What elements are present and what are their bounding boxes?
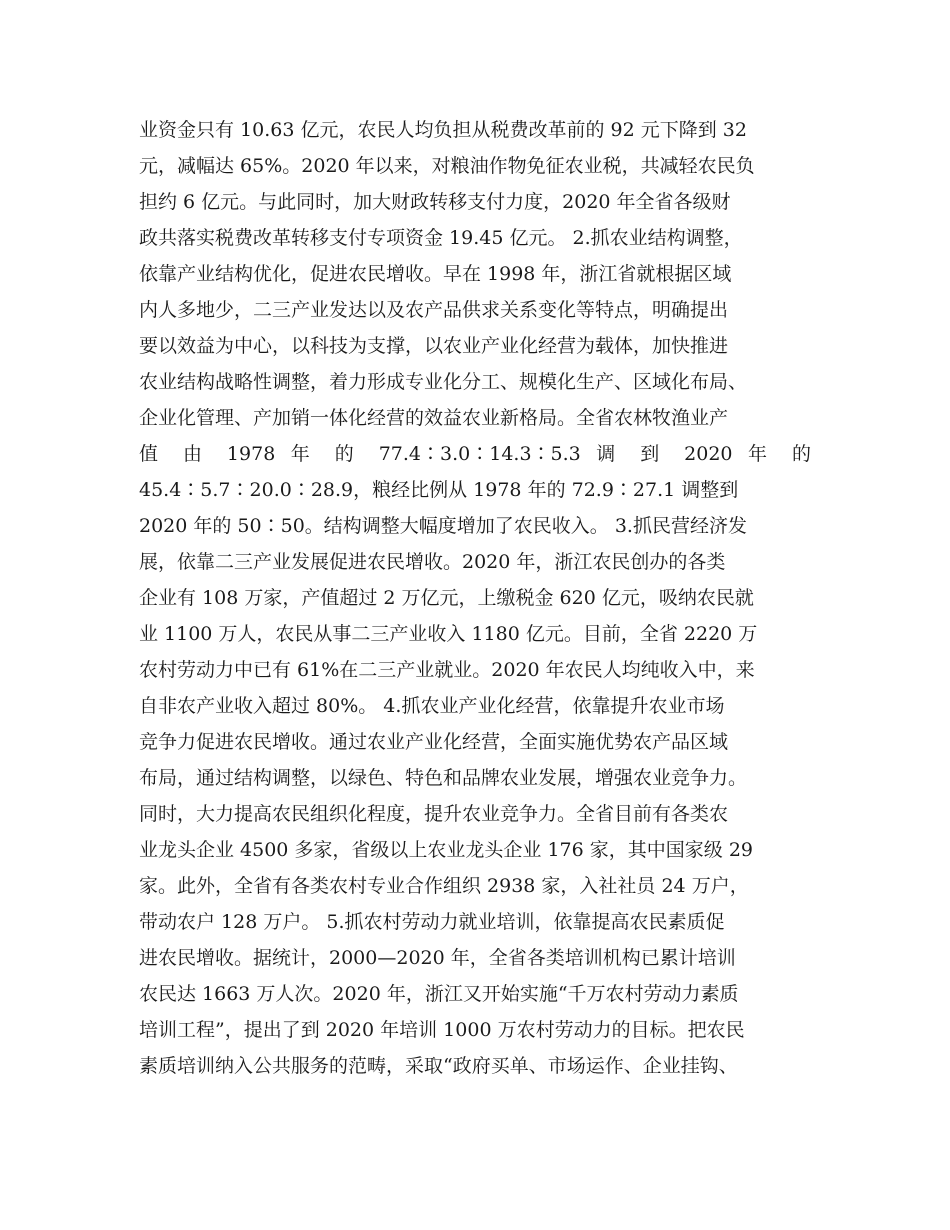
text-line: 家。此外，全省有各类农村专业合作组织 2938 家，入社社员 24 万户，: [139, 875, 749, 897]
text-line: 45.4∶5.7∶20.0∶28.9，粮经比例从 1978 年的 72.9∶27.1 调整到: [139, 479, 739, 501]
text-line: 要以效益为中心，以科技为支撑，以农业产业化经营为载体，加快推进: [139, 335, 729, 357]
text-line: 2020 年的 50∶50。结构调整大幅度增加了农民收入。 3.抓民营经济发: [139, 515, 747, 537]
text-line: 进农民增收。据统计，2000—2020 年，全省各类培训机构已累计培训: [139, 947, 736, 969]
text-line: 业 1100 万人，农民从事二三产业收入 1180 亿元。目前，全省 2220 万: [139, 623, 758, 645]
text-line: 培训工程”，提出了到 2020 年培训 1000 万农村劳动力的目标。把农民: [139, 1019, 745, 1041]
text-line: 依靠产业结构优化，促进农民增收。早在 1998 年，浙江省就根据区域: [139, 263, 732, 285]
text-line: 业龙头企业 4500 多家，省级以上农业龙头企业 176 家，其中国家级 29: [139, 839, 753, 861]
text-line: 带动农户 128 万户。 5.抓农村劳动力就业培训，依靠提高农民素质促: [139, 911, 725, 933]
text-line: 业资金只有 10.63 亿元，农民人均负担从税费改革前的 92 元下降到 32: [139, 119, 747, 141]
text-line: 企业化管理、产加销一体化经营的效益农业新格局。全省农林牧渔业产: [139, 407, 729, 429]
text-line: 同时，大力提高农民组织化程度，提升农业竞争力。全省目前有各类农: [139, 803, 729, 825]
body-text: [139, 112, 811, 1084]
text-line: 竞争力促进农民增收。通过农业产业化经营，全面实施优势农产品区域: [139, 731, 729, 753]
text-line: 展，依靠二三产业发展促进农民增收。2020 年，浙江农民创办的各类: [139, 551, 726, 573]
text-line: 担约 6 亿元。与此同时，加大财政转移支付力度，2020 年全省各级财: [139, 191, 731, 213]
text-line: 元，减幅达 65%。2020 年以来，对粮油作物免征农业税，共减轻农民负: [139, 155, 755, 177]
text-line: 企业有 108 万家，产值超过 2 万亿元，上缴税金 620 亿元，吸纳农民就: [139, 587, 754, 609]
text-line: 布局，通过结构调整，以绿色、特色和品牌农业发展，增强农业竞争力。: [139, 767, 748, 789]
text-line: 自非农产业收入超过 80%。 4.抓农业产业化经营，依靠提升农业市场: [139, 695, 725, 717]
text-line: 值 由 1978 年 的 77.4∶3.0∶14.3∶5.3 调 到 2020 年 的: [139, 443, 811, 465]
text-line: 农村劳动力中已有 61%在二三产业就业。2020 年农民人均纯收入中，来: [139, 659, 755, 681]
text-line: 内人多地少，二三产业发达以及农产品供求关系变化等特点，明确提出: [139, 299, 729, 321]
text-line: 政共落实税费改革转移支付专项资金 19.45 亿元。 2.抓农业结构调整，: [139, 227, 743, 249]
text-line: 素质培训纳入公共服务的范畴，采取“政府买单、市场运作、企业挂钩、: [139, 1055, 738, 1077]
text-line: 农业结构战略性调整，着力形成专业化分工、规模化生产、区域化布局、: [139, 371, 748, 393]
text-line: 农民达 1663 万人次。2020 年，浙江又开始实施“千万农村劳动力素质: [139, 983, 739, 1005]
